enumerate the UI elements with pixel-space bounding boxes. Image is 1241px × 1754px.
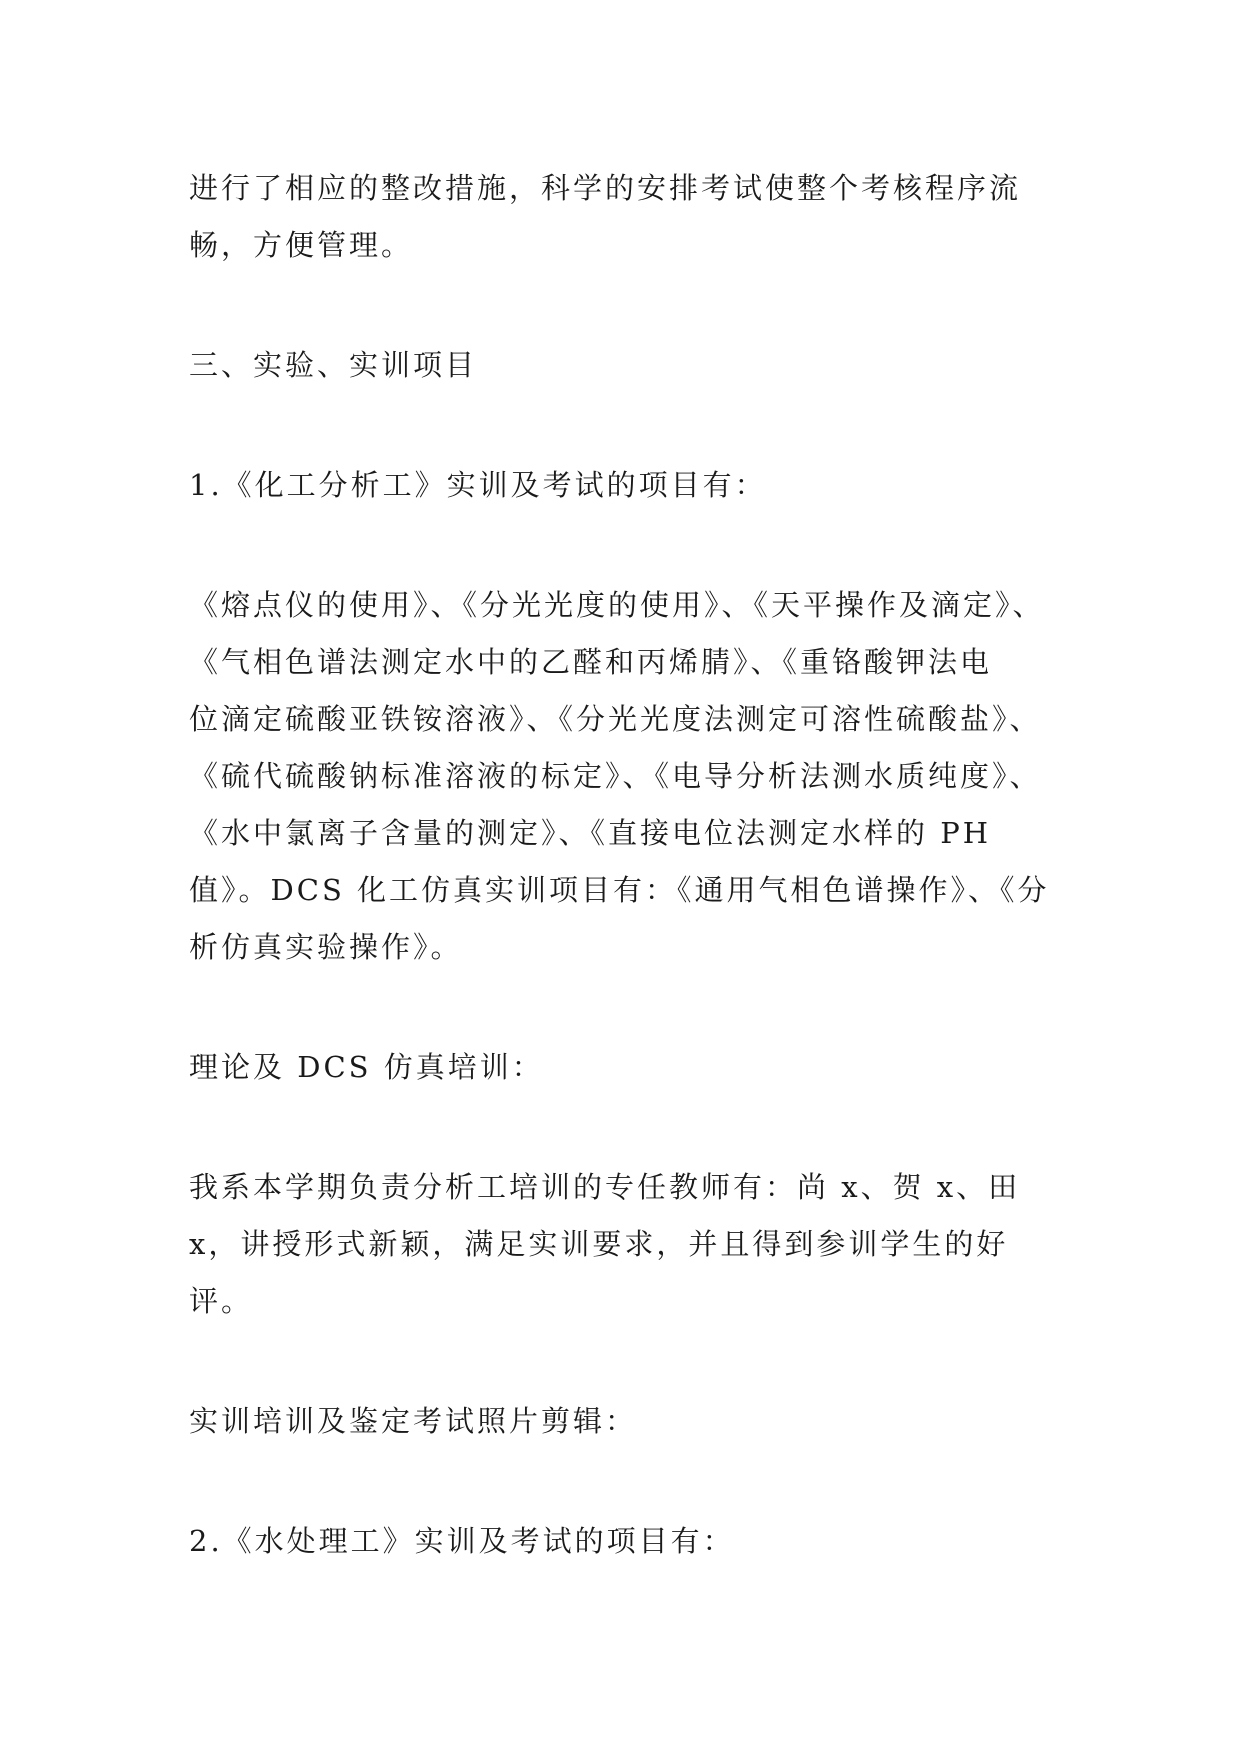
paragraph-spacer	[189, 514, 1089, 577]
paragraph-spacer	[189, 1330, 1089, 1393]
text-line: 位滴定硫酸亚铁铵溶液》、《分光光度法测定可溶性硫酸盐》、	[189, 702, 1042, 736]
text-line: x，讲授形式新颖，满足实训要求，并且得到参训学生的好	[189, 1227, 1009, 1261]
paragraph-teachers	[189, 1159, 1089, 1330]
text-line: 《硫代硫酸钠标准溶液的标定》、《电导分析法测水质纯度》、	[189, 759, 1042, 793]
paragraph-spacer	[189, 976, 1089, 1039]
item-heading	[189, 1513, 1089, 1570]
text-line: 三、实验、实训项目	[189, 348, 478, 382]
text-line: 值》。DCS 化工仿真实训项目有：《通用气相色谱操作》、《分	[189, 873, 1050, 907]
paragraph-theory	[189, 1039, 1089, 1096]
paragraph-projects	[189, 577, 1089, 976]
text-line: 评。	[189, 1284, 254, 1318]
paragraph-spacer	[189, 274, 1089, 337]
item-heading	[189, 457, 1089, 514]
text-line: 《熔点仪的使用》、《分光光度的使用》、《天平操作及滴定》、	[189, 588, 1045, 622]
text-line: 2.《水处理工》实训及考试的项目有：	[189, 1524, 735, 1558]
text-line: 进行了相应的整改措施，科学的安排考试使整个考核程序流	[189, 171, 1022, 205]
text-line: 理论及 DCS 仿真培训：	[189, 1050, 544, 1084]
text-line: 我系本学期负责分析工培训的专任教师有：尚 x、贺 x、田	[189, 1170, 1021, 1204]
text-line: 实训培训及鉴定考试照片剪辑：	[189, 1404, 638, 1438]
text-line: 《水中氯离子含量的测定》、《直接电位法测定水样的 PH	[189, 816, 992, 850]
paragraph-spacer	[189, 1450, 1089, 1513]
text-line: 《气相色谱法测定水中的乙醛和丙烯腈》、《重铬酸钾法电	[189, 645, 993, 679]
paragraph-rectification	[189, 160, 1089, 274]
text-line: 1.《化工分析工》实训及考试的项目有：	[189, 468, 767, 502]
section-heading	[189, 337, 1089, 394]
paragraph-spacer	[189, 1096, 1089, 1159]
text-line: 析仿真实验操作》。	[189, 930, 463, 964]
paragraph-photos	[189, 1393, 1089, 1450]
paragraph-spacer	[189, 394, 1089, 457]
text-line: 畅，方便管理。	[189, 228, 414, 262]
document-body	[189, 160, 1089, 1570]
